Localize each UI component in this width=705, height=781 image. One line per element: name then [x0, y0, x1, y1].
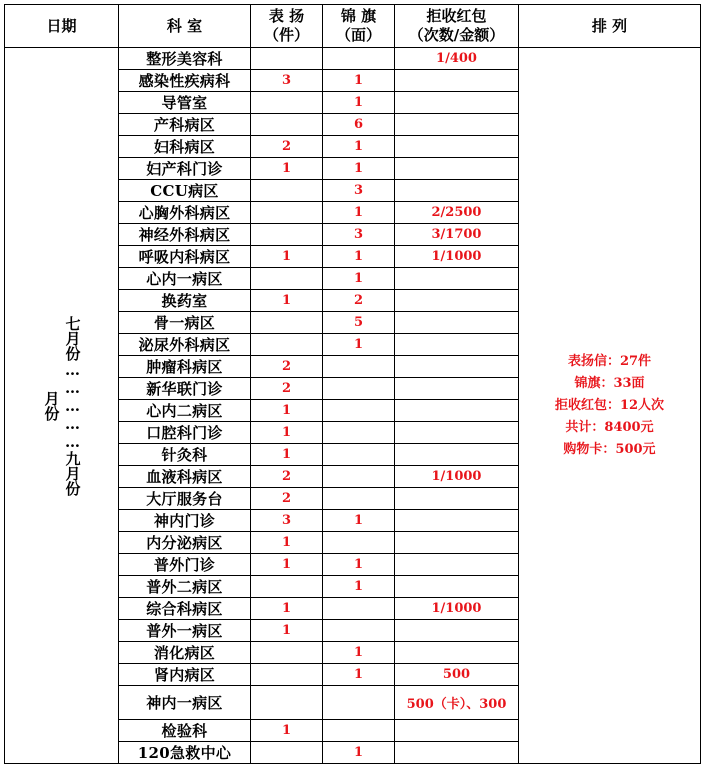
praise-count-cell: 1: [251, 532, 323, 554]
dept-cell: 消化病区: [119, 642, 251, 664]
refuse-envelope-cell: [395, 620, 519, 642]
praise-count-cell: [251, 642, 323, 664]
praise-count-cell: [251, 114, 323, 136]
refuse-envelope-cell: [395, 136, 519, 158]
refuse-envelope-cell: [395, 554, 519, 576]
refuse-envelope-cell: [395, 422, 519, 444]
dept-cell: 检验科: [119, 720, 251, 742]
banner-count-cell: 1: [323, 664, 395, 686]
praise-count-cell: [251, 48, 323, 70]
banner-count-cell: [323, 422, 395, 444]
banner-count-cell: [323, 400, 395, 422]
header-praise-line2: （件）: [263, 26, 309, 44]
dept-cell: 呼吸内科病区: [119, 246, 251, 268]
refuse-envelope-cell: [395, 312, 519, 334]
praise-count-cell: [251, 180, 323, 202]
refuse-envelope-cell: [395, 642, 519, 664]
summary-line: 购物卡：500元: [563, 441, 656, 457]
praise-count-cell: 1: [251, 246, 323, 268]
refuse-envelope-cell: [395, 742, 519, 764]
refuse-envelope-cell: [395, 510, 519, 532]
dept-cell: 普外一病区: [119, 620, 251, 642]
refuse-envelope-cell: [395, 576, 519, 598]
banner-count-cell: 1: [323, 202, 395, 224]
refuse-envelope-cell: [395, 532, 519, 554]
banner-count-cell: 1: [323, 510, 395, 532]
praise-count-cell: 1: [251, 598, 323, 620]
dept-cell: 神内一病区: [119, 686, 251, 720]
banner-count-cell: [323, 356, 395, 378]
header-banner-line2: （面）: [335, 26, 381, 44]
banner-count-cell: 3: [323, 224, 395, 246]
praise-count-cell: 1: [251, 422, 323, 444]
banner-count-cell: [323, 488, 395, 510]
summary-line: 表扬信：27件: [567, 353, 652, 369]
refuse-envelope-cell: [395, 70, 519, 92]
dept-cell: 血液科病区: [119, 466, 251, 488]
refuse-envelope-cell: 1/1000: [395, 466, 519, 488]
banner-count-cell: 6: [323, 114, 395, 136]
banner-count-cell: [323, 532, 395, 554]
banner-count-cell: 1: [323, 554, 395, 576]
refuse-envelope-cell: [395, 720, 519, 742]
praise-count-cell: 2: [251, 378, 323, 400]
dept-cell: 产科病区: [119, 114, 251, 136]
refuse-envelope-cell: 1/1000: [395, 598, 519, 620]
banner-count-cell: 1: [323, 70, 395, 92]
refuse-envelope-cell: 2/2500: [395, 202, 519, 224]
dept-cell: 肾内病区: [119, 664, 251, 686]
praise-count-cell: 1: [251, 620, 323, 642]
praise-count-cell: [251, 268, 323, 290]
summary-line: 拒收红包：12人次: [554, 397, 665, 413]
praise-count-cell: 1: [251, 720, 323, 742]
banner-count-cell: [323, 378, 395, 400]
banner-count-cell: 1: [323, 158, 395, 180]
refuse-envelope-cell: [395, 290, 519, 312]
dept-cell: 泌尿外科病区: [119, 334, 251, 356]
refuse-envelope-cell: 3/1700: [395, 224, 519, 246]
praise-count-cell: [251, 312, 323, 334]
banner-count-cell: [323, 620, 395, 642]
header-date: 日期: [5, 5, 119, 48]
dept-cell: 普外门诊: [119, 554, 251, 576]
refuse-envelope-cell: [395, 378, 519, 400]
banner-count-cell: 2: [323, 290, 395, 312]
refuse-envelope-cell: [395, 180, 519, 202]
refuse-envelope-cell: [395, 334, 519, 356]
dept-cell: 骨一病区: [119, 312, 251, 334]
dept-cell: 妇科病区: [119, 136, 251, 158]
dept-cell: 心内二病区: [119, 400, 251, 422]
dept-cell: 肿瘤科病区: [119, 356, 251, 378]
praise-count-cell: 2: [251, 488, 323, 510]
dept-cell: 心胸外科病区: [119, 202, 251, 224]
dept-cell: 针灸科: [119, 444, 251, 466]
banner-count-cell: [323, 48, 395, 70]
summary-line: 共计：8400元: [565, 419, 654, 435]
refuse-envelope-cell: [395, 268, 519, 290]
praise-count-cell: 1: [251, 158, 323, 180]
banner-count-cell: 1: [323, 92, 395, 114]
header-praise-line1: 表 扬: [268, 7, 305, 25]
dept-cell: 神经外科病区: [119, 224, 251, 246]
banner-count-cell: 1: [323, 576, 395, 598]
praise-count-cell: 3: [251, 510, 323, 532]
banner-count-cell: [323, 720, 395, 742]
refuse-envelope-cell: [395, 114, 519, 136]
dept-cell: CCU病区: [119, 180, 251, 202]
refuse-envelope-cell: [395, 158, 519, 180]
praise-count-cell: [251, 576, 323, 598]
table-body: [5, 48, 701, 764]
refuse-envelope-cell: [395, 356, 519, 378]
refuse-envelope-cell: [395, 444, 519, 466]
header-rank: 排 列: [519, 5, 701, 48]
praise-count-cell: [251, 92, 323, 114]
header-refuse: [395, 5, 519, 48]
banner-count-cell: [323, 466, 395, 488]
refuse-envelope-cell: 1/400: [395, 48, 519, 70]
dept-cell: 神内门诊: [119, 510, 251, 532]
praise-count-cell: 1: [251, 444, 323, 466]
dept-cell: 感染性疾病科: [119, 70, 251, 92]
praise-count-cell: 2: [251, 466, 323, 488]
praise-count-cell: [251, 224, 323, 246]
date-label-month: 月份: [42, 390, 61, 421]
praise-count-cell: [251, 202, 323, 224]
refuse-envelope-cell: 500（卡）、300: [395, 686, 519, 720]
praise-count-cell: 1: [251, 290, 323, 312]
banner-count-cell: 1: [323, 742, 395, 764]
banner-count-cell: 1: [323, 334, 395, 356]
header-refuse-line1: 拒收红包: [426, 7, 487, 25]
banner-count-cell: 1: [323, 246, 395, 268]
praise-count-cell: [251, 334, 323, 356]
refuse-envelope-cell: 1/1000: [395, 246, 519, 268]
banner-count-cell: 5: [323, 312, 395, 334]
header-refuse-line2: （次数/金额）: [408, 26, 505, 44]
banner-count-cell: [323, 598, 395, 620]
dept-cell: 整形美容科: [119, 48, 251, 70]
dept-cell: 普外二病区: [119, 576, 251, 598]
dept-cell: 心内一病区: [119, 268, 251, 290]
praise-count-cell: 2: [251, 136, 323, 158]
dept-cell: 综合科病区: [119, 598, 251, 620]
praise-count-cell: [251, 742, 323, 764]
dept-cell: 口腔科门诊: [119, 422, 251, 444]
dept-cell: 导管室: [119, 92, 251, 114]
summary-line: 锦旗：33面: [574, 375, 645, 391]
praise-count-cell: [251, 686, 323, 720]
dept-cell: 内分泌病区: [119, 532, 251, 554]
banner-count-cell: [323, 686, 395, 720]
praise-count-cell: 3: [251, 70, 323, 92]
date-range-cell: [5, 48, 119, 764]
dept-cell: 妇产科门诊: [119, 158, 251, 180]
banner-count-cell: 3: [323, 180, 395, 202]
header-banner: [323, 5, 395, 48]
dept-cell: 换药室: [119, 290, 251, 312]
date-label-range: 七月份……………九月份: [63, 315, 82, 496]
table-row: [5, 48, 701, 70]
praise-count-cell: 1: [251, 554, 323, 576]
header-praise: [251, 5, 323, 48]
dept-cell: 大厅服务台: [119, 488, 251, 510]
praise-count-cell: 2: [251, 356, 323, 378]
refuse-envelope-cell: [395, 92, 519, 114]
dept-cell: 新华联门诊: [119, 378, 251, 400]
praise-count-cell: [251, 664, 323, 686]
banner-count-cell: 1: [323, 136, 395, 158]
banner-count-cell: 1: [323, 268, 395, 290]
header-banner-line1: 锦 旗: [340, 7, 377, 25]
summary-cell: [519, 48, 701, 764]
table-header: [5, 5, 701, 48]
banner-count-cell: [323, 444, 395, 466]
refuse-envelope-cell: [395, 488, 519, 510]
praise-count-cell: 1: [251, 400, 323, 422]
header-dept: 科 室: [119, 5, 251, 48]
banner-count-cell: 1: [323, 642, 395, 664]
dept-cell: 120急救中心: [119, 742, 251, 764]
refuse-envelope-cell: 500: [395, 664, 519, 686]
commendation-report-table: [4, 4, 701, 764]
refuse-envelope-cell: [395, 400, 519, 422]
